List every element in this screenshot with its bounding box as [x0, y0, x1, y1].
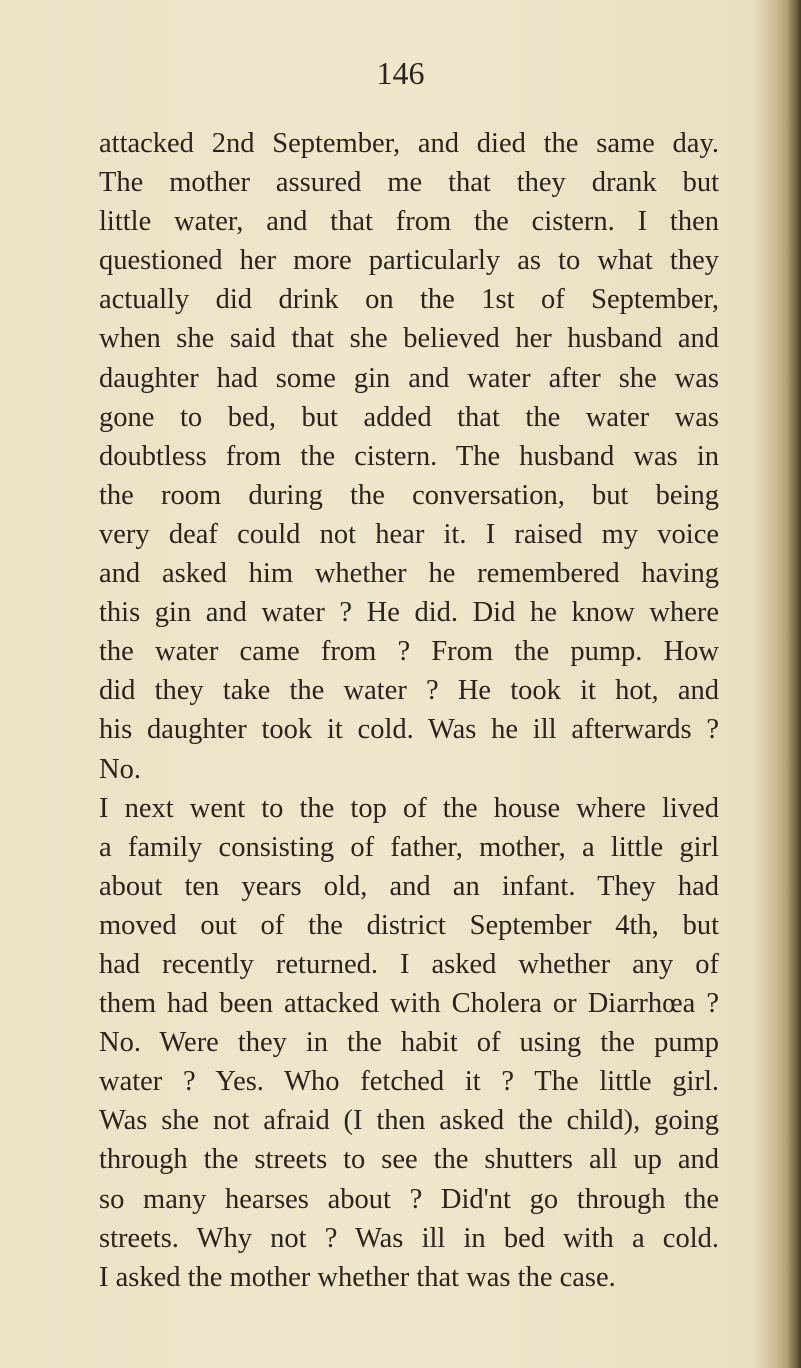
- text-line: when she said that she believed her husband and: [99, 323, 719, 355]
- text-line: did they take the water ? He took it hot, and: [99, 675, 719, 707]
- text-line: had recently returned. I asked whether any of: [99, 948, 719, 980]
- text-line: questioned her more particularly as to what they: [99, 245, 719, 277]
- text-line: through the streets to see the shutters all up and: [99, 1144, 719, 1176]
- text-line: actually did drink on the 1st of September,: [99, 284, 719, 316]
- text-line: water ? Yes. Who fetched it ? The little girl.: [99, 1066, 719, 1098]
- text-line: moved out of the district September 4th, but: [99, 909, 719, 941]
- text-line: No.: [99, 753, 141, 785]
- text-line: Was she not afraid (I then asked the child), going: [99, 1105, 719, 1137]
- text-line: daughter had some gin and water after she was: [99, 362, 719, 394]
- text-line: and asked him whether he remembered having: [99, 558, 719, 590]
- text-line: No. Were they in the habit of using the pump: [99, 1027, 719, 1059]
- text-line: them had been attacked with Cholera or Diarrhœa ?: [99, 988, 719, 1020]
- text-line: I next went to the top of the house where lived: [99, 792, 719, 824]
- text-line: the water came from ? From the pump. How: [99, 636, 719, 668]
- text-line: little water, and that from the cistern. I then: [99, 206, 719, 238]
- text-line: I asked the mother whether that was the case.: [99, 1261, 616, 1293]
- body-text: [99, 124, 719, 1297]
- text-line: The mother assured me that they drank but: [99, 167, 719, 199]
- page-edge-shadow: [787, 0, 801, 1368]
- text-line: about ten years old, and an infant. They had: [99, 870, 719, 902]
- page-number: 146: [376, 55, 425, 91]
- text-line: his daughter took it cold. Was he ill afterwards ?: [99, 714, 719, 746]
- text-line: doubtless from the cistern. The husband was in: [99, 440, 719, 472]
- text-line: this gin and water ? He did. Did he know where: [99, 597, 719, 629]
- text-line: the room during the conversation, but being: [99, 479, 719, 511]
- text-line: gone to bed, but added that the water was: [99, 401, 719, 433]
- text-line: very deaf could not hear it. I raised my voice: [99, 518, 719, 550]
- text-line: streets. Why not ? Was ill in bed with a cold.: [99, 1222, 719, 1254]
- text-line: attacked 2nd September, and died the same day.: [99, 128, 719, 159]
- text-line: a family consisting of father, mother, a little girl: [99, 831, 719, 863]
- text-line: so many hearses about ? Did'nt go through the: [99, 1183, 719, 1215]
